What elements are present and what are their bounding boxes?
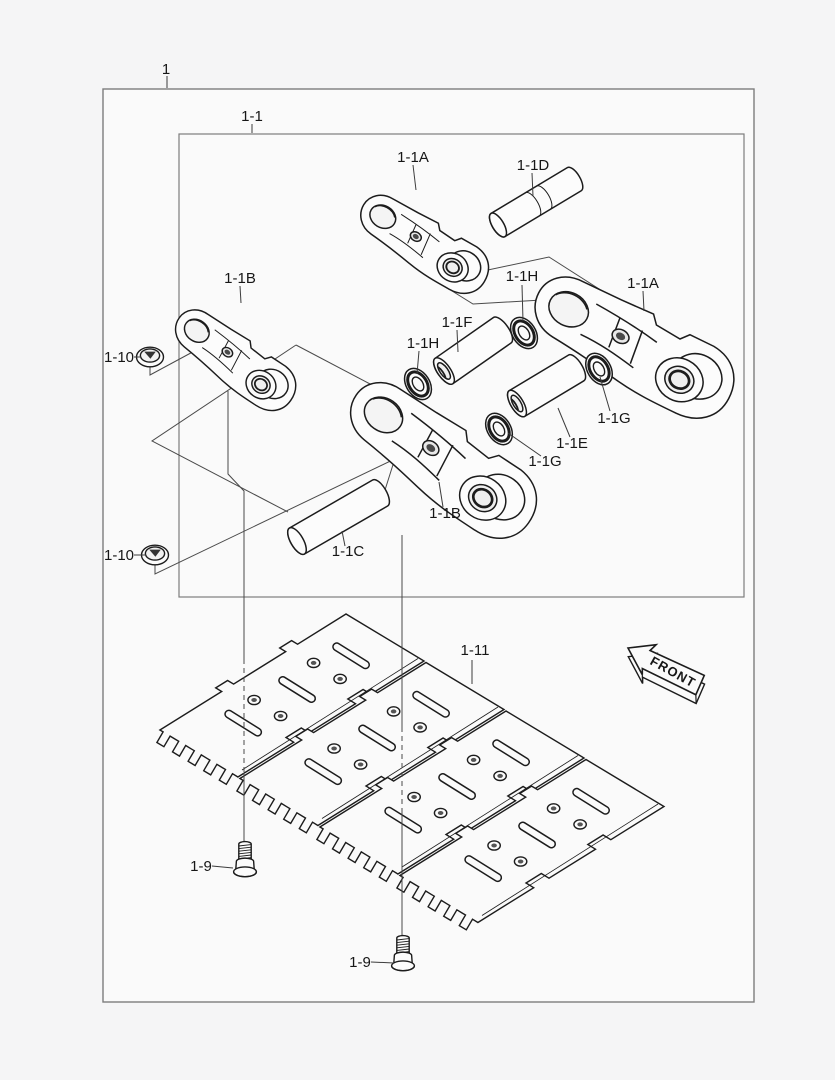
callout-seal-right: 1-1G xyxy=(597,410,631,427)
front-arrow-label: FRONT xyxy=(647,653,699,691)
callout-track-pin-upper: 1-1D xyxy=(516,157,550,174)
callout-track-link-left: 1-1B xyxy=(224,270,256,287)
callout-subassembly: 1-1 xyxy=(241,108,263,125)
callout-track-link-top: 1-1A xyxy=(397,149,429,166)
callout-assembly: 1 xyxy=(161,61,171,78)
callout-track-link-right: 1-1A xyxy=(627,275,659,292)
callout-track-link-middle: 1-1B xyxy=(429,505,461,522)
callout-bushing-lower: 1-1E xyxy=(556,435,588,452)
callout-bushing-upper: 1-1F xyxy=(441,314,473,331)
callout-nut-lower: 1-10 xyxy=(103,547,135,564)
callout-seal-upper: 1-1H xyxy=(505,268,539,285)
callout-track-shoes: 1-11 xyxy=(460,642,490,659)
callout-seal-left: 1-1H xyxy=(406,335,440,352)
callout-seal-lower: 1-1G xyxy=(528,453,562,470)
callout-bolt-upper: 1-9 xyxy=(190,858,212,875)
callout-bolt-lower: 1-9 xyxy=(349,954,371,971)
callout-track-pin-lower: 1-1C xyxy=(331,543,365,560)
callout-nut-upper: 1-10 xyxy=(103,349,135,366)
